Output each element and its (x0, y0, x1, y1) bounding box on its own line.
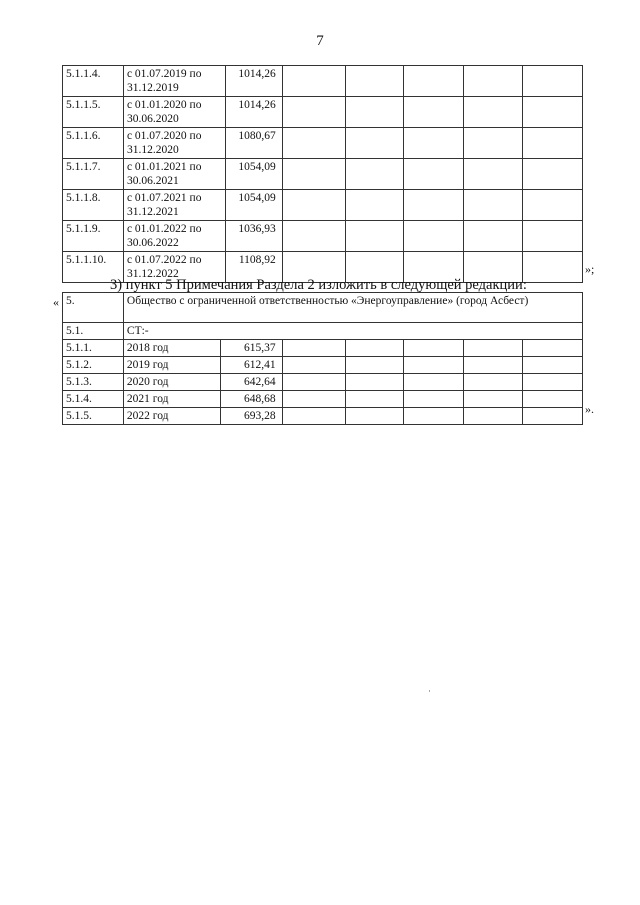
row-period: с 01.07.2019 по 31.12.2019 (123, 66, 225, 97)
table-row-organization (63, 293, 583, 323)
empty-cell (523, 340, 583, 357)
empty-cell (523, 252, 583, 283)
row-period: с 01.01.2020 по 30.06.2020 (123, 97, 225, 128)
empty-cell (404, 97, 464, 128)
empty-cell (404, 66, 464, 97)
empty-cell (345, 159, 404, 190)
table-row (63, 221, 583, 252)
table-row (63, 66, 583, 97)
row-value: 693,28 (220, 408, 282, 425)
organization-name: Общество с ограниченной ответственностью «Энергоуправление» (город Асбест) (123, 293, 582, 323)
empty-cell (404, 190, 464, 221)
table-row (63, 97, 583, 128)
scan-speck (429, 690, 430, 692)
table-row (63, 128, 583, 159)
empty-cell (345, 408, 404, 425)
empty-cell (404, 340, 464, 357)
row-period: с 01.01.2022 по 30.06.2022 (123, 221, 225, 252)
empty-cell (282, 374, 345, 391)
row-code: 5.1.1.8. (63, 190, 124, 221)
empty-cell (345, 128, 404, 159)
org-tariff-table (62, 292, 583, 425)
row-code: 5.1.1.10. (63, 252, 124, 283)
org-code: 5. (63, 293, 124, 323)
row-period: с 01.07.2022 по 31.12.2022 (123, 252, 225, 283)
ct-label: СТ:- (123, 323, 582, 340)
row-period: с 01.07.2020 по 31.12.2020 (123, 128, 225, 159)
row-code: 5.1.1. (63, 340, 124, 357)
row-code: 5.1.1.6. (63, 128, 124, 159)
amendment-instruction: 3) пункт 5 Примечания Раздела 2 изложить в следующей редакции: (110, 277, 527, 293)
row-value: 642,64 (220, 374, 282, 391)
row-code: 5.1.5. (63, 408, 124, 425)
empty-cell (282, 159, 345, 190)
page-number: 7 (316, 33, 324, 49)
empty-cell (523, 128, 583, 159)
empty-cell (523, 66, 583, 97)
empty-cell (464, 340, 523, 357)
row-year: 2018 год (123, 340, 220, 357)
empty-cell (523, 374, 583, 391)
empty-cell (345, 97, 404, 128)
row-year: 2019 год (123, 357, 220, 374)
row-code: 5.1.1.4. (63, 66, 124, 97)
empty-cell (282, 128, 345, 159)
empty-cell (404, 357, 464, 374)
closing-quote-mark: ». (585, 402, 594, 416)
empty-cell (345, 221, 404, 252)
row-code: 5.1.2. (63, 357, 124, 374)
row-value: 648,68 (220, 391, 282, 408)
empty-cell (404, 391, 464, 408)
empty-cell (523, 97, 583, 128)
table-row (63, 408, 583, 425)
empty-cell (282, 340, 345, 357)
row-period: с 01.07.2021 по 31.12.2021 (123, 190, 225, 221)
empty-cell (464, 374, 523, 391)
empty-cell (282, 408, 345, 425)
empty-cell (282, 97, 345, 128)
empty-cell (464, 128, 523, 159)
row-value: 612,41 (220, 357, 282, 374)
empty-cell (523, 408, 583, 425)
table-row (63, 391, 583, 408)
empty-cell (523, 221, 583, 252)
empty-cell (464, 357, 523, 374)
empty-cell (404, 221, 464, 252)
empty-cell (523, 391, 583, 408)
empty-cell (404, 374, 464, 391)
table-row (63, 159, 583, 190)
row-code: 5.1.1.5. (63, 97, 124, 128)
empty-cell (282, 190, 345, 221)
empty-cell (464, 408, 523, 425)
row-value: 1014,26 (225, 66, 282, 97)
tariff-table-continued (62, 65, 583, 283)
empty-cell (404, 408, 464, 425)
empty-cell (464, 159, 523, 190)
table-row (63, 374, 583, 391)
row-year: 2020 год (123, 374, 220, 391)
empty-cell (464, 391, 523, 408)
table-row (63, 357, 583, 374)
empty-cell (282, 391, 345, 408)
ct-code: 5.1. (63, 323, 124, 340)
empty-cell (345, 374, 404, 391)
table-row (63, 190, 583, 221)
empty-cell (345, 357, 404, 374)
row-code: 5.1.3. (63, 374, 124, 391)
row-value: 1014,26 (225, 97, 282, 128)
empty-cell (282, 357, 345, 374)
empty-cell (404, 159, 464, 190)
empty-cell (523, 357, 583, 374)
row-value: 1036,93 (225, 221, 282, 252)
row-value: 1054,09 (225, 190, 282, 221)
empty-cell (345, 190, 404, 221)
empty-cell (345, 340, 404, 357)
empty-cell (523, 159, 583, 190)
row-value: 615,37 (220, 340, 282, 357)
closing-quote-mark: »; (585, 262, 595, 276)
row-code: 5.1.4. (63, 391, 124, 408)
empty-cell (282, 66, 345, 97)
empty-cell (464, 221, 523, 252)
empty-cell (282, 221, 345, 252)
row-value: 1054,09 (225, 159, 282, 190)
empty-cell (464, 66, 523, 97)
empty-cell (523, 190, 583, 221)
row-value: 1108,92 (225, 252, 282, 283)
empty-cell (345, 391, 404, 408)
empty-cell (464, 190, 523, 221)
row-period: с 01.01.2021 по 30.06.2021 (123, 159, 225, 190)
row-year: 2021 год (123, 391, 220, 408)
row-year: 2022 год (123, 408, 220, 425)
table-row-ct (63, 323, 583, 340)
empty-cell (404, 128, 464, 159)
row-code: 5.1.1.7. (63, 159, 124, 190)
empty-cell (345, 66, 404, 97)
row-value: 1080,67 (225, 128, 282, 159)
opening-quote-mark: « (53, 295, 59, 309)
table-row (63, 340, 583, 357)
row-code: 5.1.1.9. (63, 221, 124, 252)
empty-cell (464, 97, 523, 128)
